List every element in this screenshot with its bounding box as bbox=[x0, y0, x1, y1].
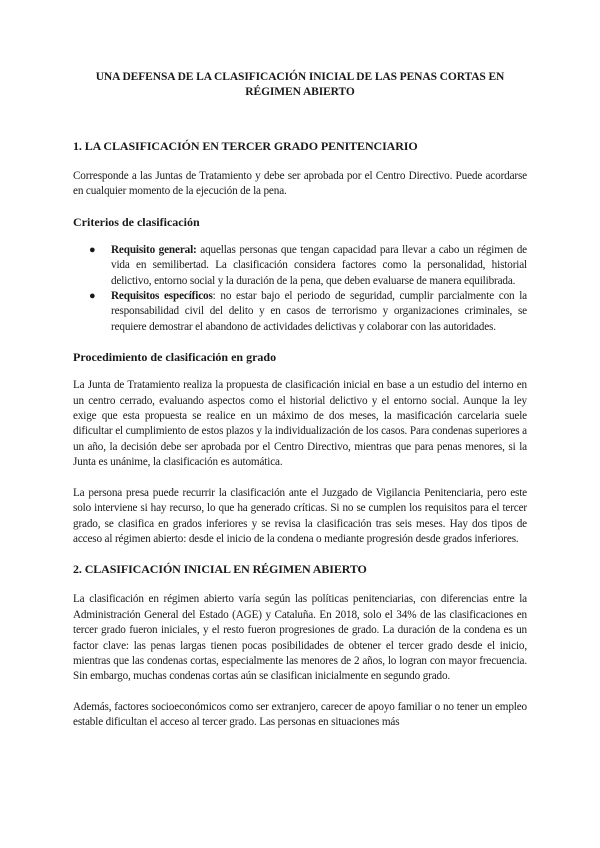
bullet-icon: ● bbox=[89, 243, 96, 256]
criteria-item-specific bbox=[89, 289, 527, 335]
criteria-heading: Criterios de clasificación bbox=[73, 214, 200, 229]
procedure-paragraph-1: La Junta de Tratamiento realiza la propuesta de clasificación inicial en base a un estudio del interno en un centro cerrado, evaluando aspectos como el historial delictivo y el entorno social. Aunque la ley exige que esta propuesta se realice en un máximo de dos meses, la masificación carcelaria suele dificultar el cumplimiento de estos plazos y la individualización de los casos. Para condenas superiores a un año, la decisión debe ser aprobada por el Centro Directivo, mientras que para penas menores, si la Junta es unánime, la clasificación es automática. bbox=[73, 379, 527, 469]
criteria-list bbox=[73, 243, 527, 335]
criteria-label: Requisitos específicos bbox=[111, 290, 213, 303]
section-2-heading: 2. CLASIFICACIÓN INICIAL EN RÉGIMEN ABIERTO bbox=[73, 562, 367, 577]
criteria-text: : no estar bajo el periodo de seguridad, cumplir parcialmente con la responsabilidad civil del delito y en casos de terrorismo y organizaciones criminales, se requiere demostrar el abandono de actividades delictivas y colaborar con las autoridades. bbox=[111, 290, 527, 333]
procedure-heading: Procedimiento de clasificación en grado bbox=[73, 350, 277, 365]
section-2-paragraph-2: Además, factores socioeconómicos como ser extranjero, carecer de apoyo familiar o no tener un empleo estable dificultan el acceso al tercer grado. Las personas en situaciones más bbox=[73, 700, 527, 729]
section-1-heading: 1. LA CLASIFICACIÓN EN TERCER GRADO PENITENCIARIO bbox=[73, 139, 418, 153]
section-1-intro: Corresponde a las Juntas de Tratamiento y debe ser aprobada por el Centro Directivo. Puede acordarse en cualquier momento de la ejecución de la pena. bbox=[73, 170, 527, 198]
title-line-2: RÉGIMEN ABIERTO bbox=[245, 86, 355, 98]
bullet-icon: ● bbox=[89, 290, 96, 303]
document-title bbox=[73, 70, 527, 100]
criteria-item-general bbox=[89, 243, 527, 289]
document-page bbox=[73, 70, 527, 746]
title-line-1: UNA DEFENSA DE LA CLASIFICACIÓN INICIAL DE LAS PENAS CORTAS EN bbox=[95, 71, 505, 83]
section-2-paragraph-1: La clasificación en régimen abierto varía según las políticas penitenciarias, con diferencias entre la Administración General del Estado (AGE) y Cataluña. En 2018, solo el 34% de las clasificaciones en tercer grado fueron iniciales, y el resto fueron progresiones de grado. La duración de la condena es un factor clave: las penas largas tienen pocas posibilidades de obtener el tercer grado desde el inicio, mientras que las condenas cortas, especialmente las menores de 2 años, lo logran con mayor frecuencia. Sin embargo, muchas condenas cortas aún se clasifican inicialmente en segundo grado. bbox=[73, 593, 527, 683]
criteria-label: Requisito general: bbox=[111, 243, 197, 256]
procedure-paragraph-2: La persona presa puede recurrir la clasificación ante el Juzgado de Vigilancia Penitenciaria, pero este solo interviene si hay recurso, lo que ha generado críticas. Si no se cumplen los requisitos para el tercer grado, se clasifica en grados inferiores y se revisa la clasificación tras seis meses. Hay dos tipos de acceso al régimen abierto: desde el inicio de la condena o mediante progresión desde grados inferiores. bbox=[73, 486, 527, 545]
criteria-text: aquellas personas que tengan capacidad para llevar a cabo un régimen de vida en semilibertad. La clasificación considera factores como la personalidad, historial delictivo, entorno social y la duración de la pena, que deben evaluarse de manera equilibrada. bbox=[111, 243, 527, 287]
